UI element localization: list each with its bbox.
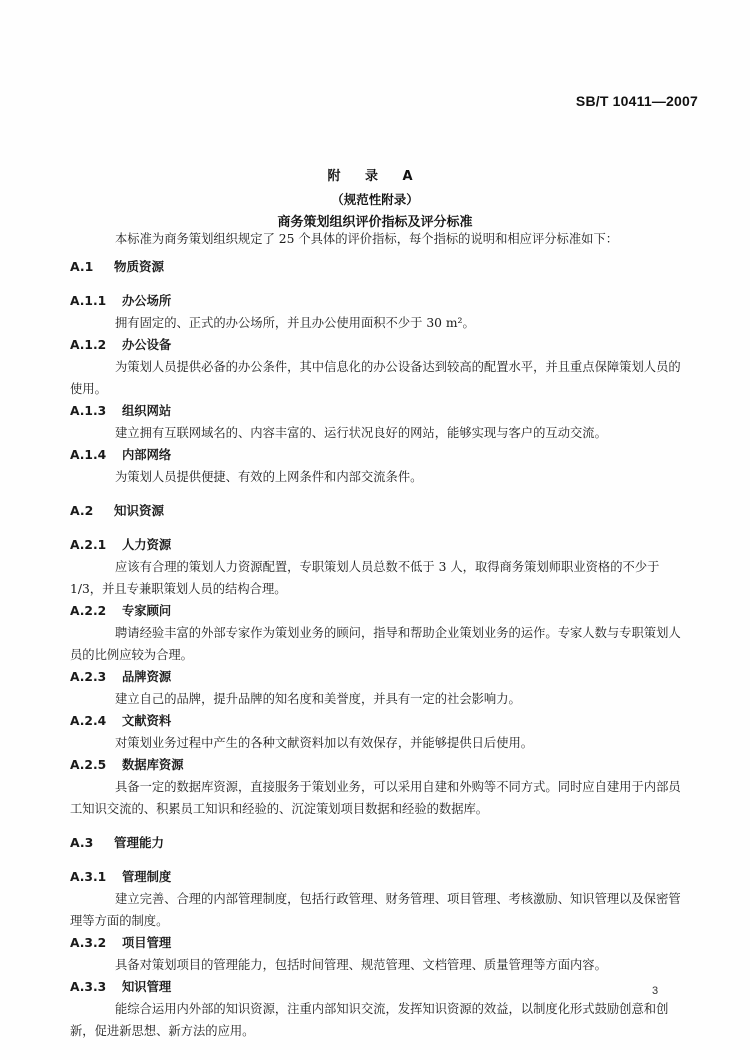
appendix-title-block — [0, 165, 750, 235]
clause-text-a2-4: 对策划业务过程中产生的各种文献资料加以有效保存，并能够提供日后使用。 — [115, 736, 534, 750]
section-heading-a1: A.1 物质资源 — [70, 259, 165, 274]
clause-heading-a1-3: A.1.3 组织网站 — [70, 404, 172, 418]
section-heading-a3: A.3 管理能力 — [70, 835, 165, 850]
page-number: 3 — [652, 985, 659, 997]
clause-text-a3-2: 具备对策划项目的管理能力，包括时间管理、规范管理、文档管理、质量管理等方面内容。 — [115, 958, 607, 972]
clause-heading-a3-3: A.3.3 知识管理 — [70, 980, 172, 994]
appendix-nature: （规范性附录） — [331, 192, 419, 207]
appendix-label: 附 录 A — [327, 169, 423, 184]
clause-text-a3-3: 能综合运用内外部的知识资源，注重内部知识交流，发挥知识资源的效益，以制度化形式鼓励创意和创新，促进新思想、新方法的应用。 — [70, 1002, 669, 1038]
clause-text-a3-1: 建立完善、合理的内部管理制度，包括行政管理、财务管理、项目管理、考核激励、知识管理以及保密管理等方面的制度。 — [70, 892, 681, 928]
clause-text-a1-2: 为策划人员提供必备的办公条件，其中信息化的办公设备达到较高的配置水平，并且重点保障策划人员的使用。 — [70, 360, 681, 396]
clause-heading-a3-2: A.3.2 项目管理 — [70, 936, 172, 950]
clause-text-a2-1: 应该有合理的策划人力资源配置，专职策划人员总数不低于 3 人，取得商务策划师职业资格的不少于 1/3，并且专兼职策划人员的结构合理。 — [70, 560, 660, 596]
clause-text-a1-1: 拥有固定的、正式的办公场所，并且办公使用面积不少于 30 m²。 — [115, 316, 475, 330]
clause-text-a1-4: 为策划人员提供便捷、有效的上网条件和内部交流条件。 — [115, 470, 423, 484]
clause-heading-a2-2: A.2.2 专家顾问 — [70, 604, 172, 618]
document-body — [70, 228, 688, 1042]
section-heading-a2: A.2 知识资源 — [70, 503, 165, 518]
appendix-main-title: 商务策划组织评价指标及评分标准 — [277, 215, 473, 230]
clause-heading-a2-5: A.2.5 数据库资源 — [70, 758, 184, 772]
clause-heading-a1-1: A.1.1 办公场所 — [70, 294, 172, 308]
intro-paragraph: 本标准为商务策划组织规定了 25 个具体的评价指标，每个指标的说明和相应评分标准如下： — [115, 232, 619, 246]
clause-heading-a2-1: A.2.1 人力资源 — [70, 538, 172, 552]
clause-heading-a2-3: A.2.3 品牌资源 — [70, 670, 172, 684]
clause-heading-a2-4: A.2.4 文献资料 — [70, 714, 172, 728]
clause-text-a2-5: 具备一定的数据库资源，直接服务于策划业务，可以采用自建和外购等不同方式。同时应自建用于内部员工知识交流的、积累员工知识和经验的、沉淀策划项目数据和经验的数据库。 — [70, 780, 681, 816]
clause-text-a2-3: 建立自己的品牌，提升品牌的知名度和美誉度，并具有一定的社会影响力。 — [115, 692, 521, 706]
clause-text-a2-2: 聘请经验丰富的外部专家作为策划业务的顾问，指导和帮助企业策划业务的运作。专家人数与专职策划人员的比例应较为合理。 — [70, 626, 681, 662]
clause-heading-a1-2: A.1.2 办公设备 — [70, 338, 172, 352]
standard-code: SB/T 10411—2007 — [575, 93, 698, 109]
clause-text-a1-3: 建立拥有互联网域名的、内容丰富的、运行状况良好的网站，能够实现与客户的互动交流。 — [115, 426, 607, 440]
clause-heading-a3-1: A.3.1 管理制度 — [70, 870, 172, 884]
clause-heading-a1-4: A.1.4 内部网络 — [70, 448, 172, 462]
